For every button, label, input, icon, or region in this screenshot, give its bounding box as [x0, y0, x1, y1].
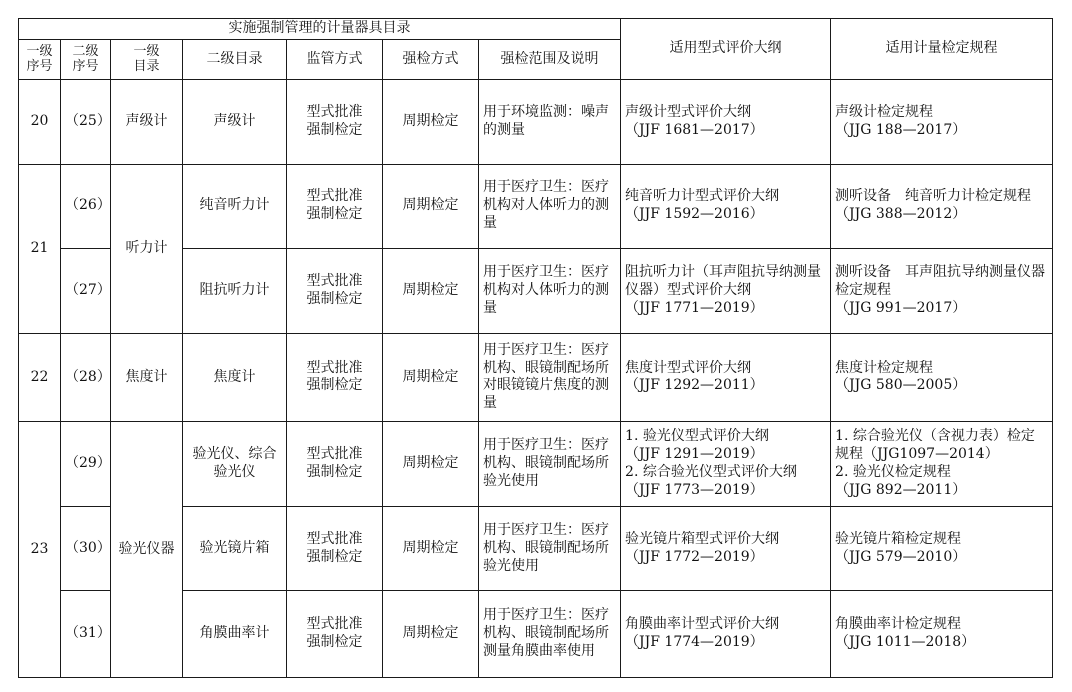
scope-cell: 用于医疗卫生：医疗机构、眼镜制配场所验光使用 — [479, 506, 621, 591]
table-title: 实施强制管理的计量器具目录 — [19, 19, 621, 40]
level1-dir-cell: 听力计 — [111, 164, 183, 333]
supervision-cell: 型式批准 强制检定 — [287, 164, 383, 249]
inspection-cell: 周期检定 — [383, 333, 479, 422]
level2-dir-cell: 阻抗听力计 — [183, 249, 287, 334]
level1-dir-cell: 声级计 — [111, 80, 183, 165]
regulation-cell: 声级计检定规程 （JJG 188—2017） — [831, 80, 1053, 165]
inspection-cell: 周期检定 — [383, 591, 479, 678]
level2-dir-cell: 验光仪、综合验光仪 — [183, 422, 287, 507]
scope-cell: 用于医疗卫生：医疗机构、眼镜制配场所测量角膜曲率使用 — [479, 591, 621, 678]
inspection-cell: 周期检定 — [383, 164, 479, 249]
evaluation-cell: 角膜曲率计型式评价大纲 （JJF 1774—2019） — [621, 591, 831, 678]
regulation-cell: 1. 综合验光仪（含视力表）检定规程（JJG1097—2014） 2. 验光仪检定规程 （JJG 892—2011） — [831, 422, 1053, 507]
inspection-cell: 周期检定 — [383, 422, 479, 507]
level2-no-cell: （29） — [61, 422, 111, 507]
regulation-cell: 角膜曲率计检定规程 （JJG 1011—2018） — [831, 591, 1053, 678]
supervision-cell: 型式批准 强制检定 — [287, 422, 383, 507]
inspection-cell: 周期检定 — [383, 249, 479, 334]
level1-dir-cell: 焦度计 — [111, 333, 183, 422]
header-level1-no: 一级 序号 — [19, 40, 61, 80]
level1-no-cell: 21 — [19, 164, 61, 333]
supervision-cell: 型式批准 强制检定 — [287, 506, 383, 591]
table-row — [19, 422, 1053, 507]
table-row — [19, 164, 1053, 249]
level2-dir-cell: 声级计 — [183, 80, 287, 165]
supervision-cell: 型式批准 强制检定 — [287, 591, 383, 678]
regulation-cell: 测听设备 纯音听力计检定规程（JJG 388—2012） — [831, 164, 1053, 249]
supervision-cell: 型式批准 强制检定 — [287, 80, 383, 165]
evaluation-cell: 焦度计型式评价大纲 （JJF 1292—2011） — [621, 333, 831, 422]
level2-no-cell: （26） — [61, 164, 111, 249]
level2-no-cell: （25） — [61, 80, 111, 165]
header-regulation: 适用计量检定规程 — [831, 19, 1053, 80]
regulation-cell: 测听设备 耳声阻抗导纳测量仪器检定规程 （JJG 991—2017） — [831, 249, 1053, 334]
header-inspection: 强检方式 — [383, 40, 479, 80]
level1-no-cell: 20 — [19, 80, 61, 165]
regulation-cell: 验光镜片箱检定规程 （JJG 579—2010） — [831, 506, 1053, 591]
level2-no-cell: （31） — [61, 591, 111, 678]
header-supervision: 监管方式 — [287, 40, 383, 80]
level2-dir-cell: 焦度计 — [183, 333, 287, 422]
level2-dir-cell: 角膜曲率计 — [183, 591, 287, 678]
table-row — [19, 80, 1053, 165]
level2-no-cell: （30） — [61, 506, 111, 591]
evaluation-cell: 阻抗听力计（耳声阻抗导纳测量仪器）型式评价大纲 （JJF 1771—2019） — [621, 249, 831, 334]
evaluation-cell: 纯音听力计型式评价大纲 （JJF 1592—2016） — [621, 164, 831, 249]
scope-cell: 用于医疗卫生：医疗机构对人体听力的测量 — [479, 249, 621, 334]
evaluation-cell: 声级计型式评价大纲 （JJF 1681—2017） — [621, 80, 831, 165]
scope-cell: 用于医疗卫生：医疗机构、眼镜制配场所验光使用 — [479, 422, 621, 507]
evaluation-cell: 验光镜片箱型式评价大纲 （JJF 1772—2019） — [621, 506, 831, 591]
level1-no-cell: 22 — [19, 333, 61, 422]
level1-dir-cell: 验光仪器 — [111, 422, 183, 678]
header-level2-no: 二级 序号 — [61, 40, 111, 80]
table-row — [19, 333, 1053, 422]
scope-cell: 用于医疗卫生：医疗机构对人体听力的测量 — [479, 164, 621, 249]
header-evaluation: 适用型式评价大纲 — [621, 19, 831, 80]
supervision-cell: 型式批准 强制检定 — [287, 333, 383, 422]
regulation-cell: 焦度计检定规程 （JJG 580—2005） — [831, 333, 1053, 422]
header-level1-dir: 一级 目录 — [111, 40, 183, 80]
scope-cell: 用于医疗卫生：医疗机构、眼镜制配场所对眼镜镜片焦度的测量 — [479, 333, 621, 422]
inspection-cell: 周期检定 — [383, 506, 479, 591]
header-level2-dir: 二级目录 — [183, 40, 287, 80]
header-scope: 强检范围及说明 — [479, 40, 621, 80]
scope-cell: 用于环境监测：噪声的测量 — [479, 80, 621, 165]
inspection-cell: 周期检定 — [383, 80, 479, 165]
supervision-cell: 型式批准 强制检定 — [287, 249, 383, 334]
level2-no-cell: （28） — [61, 333, 111, 422]
metrology-instrument-table — [18, 18, 1053, 678]
level2-dir-cell: 验光镜片箱 — [183, 506, 287, 591]
level2-dir-cell: 纯音听力计 — [183, 164, 287, 249]
level1-no-cell: 23 — [19, 422, 61, 678]
level2-no-cell: （27） — [61, 249, 111, 334]
evaluation-cell: 1. 验光仪型式评价大纲 （JJF 1291—2019） 2. 综合验光仪型式评价大纲 （JJF 1773—2019） — [621, 422, 831, 507]
